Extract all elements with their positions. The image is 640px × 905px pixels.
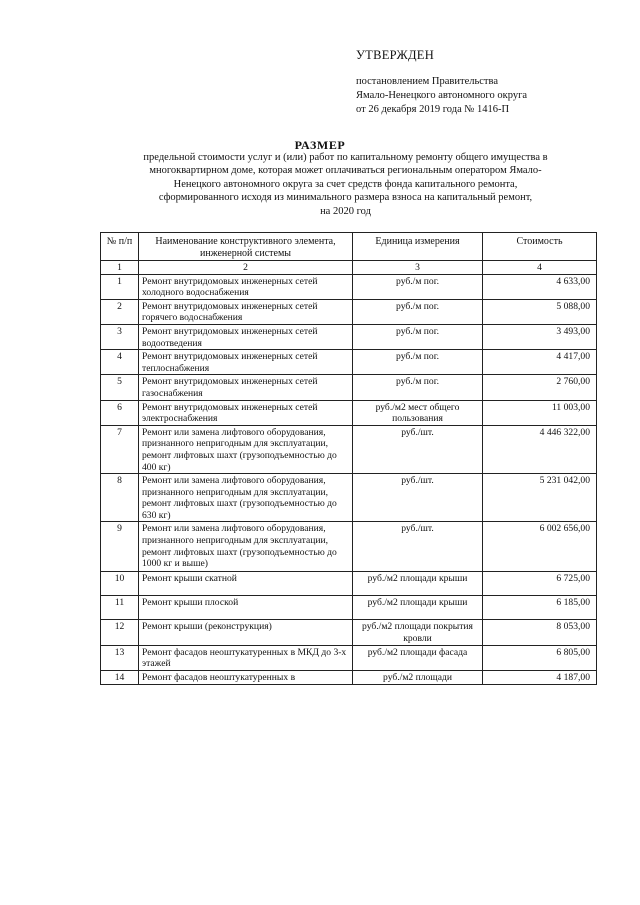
row-name: Ремонт или замена лифтового оборудования, признанного непригодным для эксплуатации, ремонт лифтовых шахт (грузоподъемностью до 630 кг)	[139, 474, 353, 522]
row-number: 11	[101, 596, 139, 620]
row-name: Ремонт внутридомовых инженерных сетей газоснабжения	[139, 375, 353, 400]
row-name: Ремонт фасадов неоштукатуренных в	[139, 670, 353, 684]
row-name: Ремонт или замена лифтового оборудования, признанного непригодным для эксплуатации, ремонт лифтовых шахт (грузоподъемностью до 1000 кг и выше)	[139, 522, 353, 572]
row-cost: 5 231 042,00	[483, 474, 597, 522]
row-name: Ремонт крыши (реконструкция)	[139, 620, 353, 645]
table-row	[101, 324, 597, 349]
row-unit: руб./шт.	[353, 474, 483, 522]
table-row	[101, 274, 597, 299]
row-number: 4	[101, 350, 139, 375]
row-unit: руб./м2 площади крыши	[353, 596, 483, 620]
table-row	[101, 620, 597, 645]
row-number: 6	[101, 400, 139, 425]
header-unit: Единица измерения	[353, 233, 483, 261]
table-row	[101, 425, 597, 473]
document-title: РАЗМЕР	[294, 138, 346, 152]
table-row	[101, 670, 597, 684]
row-cost: 6 185,00	[483, 596, 597, 620]
row-number: 13	[101, 645, 139, 670]
row-cost: 6 725,00	[483, 572, 597, 596]
decree-reference	[356, 75, 527, 117]
row-cost: 4 446 322,00	[483, 425, 597, 473]
row-number: 1	[101, 274, 139, 299]
table-row	[101, 645, 597, 670]
decree-line: постановлением Правительства	[356, 76, 499, 87]
table-row	[101, 299, 597, 324]
row-number: 7	[101, 425, 139, 473]
cost-table	[100, 232, 597, 685]
row-cost: 3 493,00	[483, 324, 597, 349]
row-number: 2	[101, 299, 139, 324]
row-unit: руб./м пог.	[353, 274, 483, 299]
row-unit: руб./м пог.	[353, 324, 483, 349]
row-number: 9	[101, 522, 139, 572]
row-number: 3	[101, 324, 139, 349]
decree-line: Ямало-Ненецкого автономного округа	[356, 90, 528, 101]
column-number: 4	[483, 261, 597, 275]
row-cost: 4 633,00	[483, 274, 597, 299]
subtitle-line: Ненецкого автономного округа за счет средств фонда капитального ремонта,	[173, 178, 518, 190]
header-number: № п/п	[101, 233, 139, 261]
table-row	[101, 375, 597, 400]
row-cost: 6 805,00	[483, 645, 597, 670]
row-cost: 2 760,00	[483, 375, 597, 400]
table-row	[101, 350, 597, 375]
row-unit: руб./м пог.	[353, 299, 483, 324]
subtitle-line: сформированного исходя из минимального размера взноса на капитальный ремонт,	[158, 192, 533, 204]
row-name: Ремонт фасадов неоштукатуренных в МКД до 3-х этажей	[139, 645, 353, 670]
document-subtitle	[108, 151, 583, 218]
table-row	[101, 474, 597, 522]
header-cost: Стоимость	[483, 233, 597, 261]
row-cost: 4 417,00	[483, 350, 597, 375]
header-name: Наименование конструктивного элемента, инженерной системы	[139, 233, 353, 261]
row-unit: руб./м2 площади	[353, 670, 483, 684]
row-number: 5	[101, 375, 139, 400]
row-name: Ремонт внутридомовых инженерных сетей водоотведения	[139, 324, 353, 349]
row-cost: 8 053,00	[483, 620, 597, 645]
row-cost: 6 002 656,00	[483, 522, 597, 572]
row-cost: 5 088,00	[483, 299, 597, 324]
row-number: 12	[101, 620, 139, 645]
decree-line: от 26 декабря 2019 года № 1416-П	[356, 104, 510, 115]
table-row	[101, 522, 597, 572]
row-unit: руб./м2 площади крыши	[353, 572, 483, 596]
row-name: Ремонт внутридомовых инженерных сетей горячего водоснабжения	[139, 299, 353, 324]
row-name: Ремонт крыши плоской	[139, 596, 353, 620]
row-unit: руб./шт.	[353, 522, 483, 572]
row-unit: руб./м пог.	[353, 350, 483, 375]
table-row	[101, 572, 597, 596]
row-unit: руб./шт.	[353, 425, 483, 473]
row-cost: 4 187,00	[483, 670, 597, 684]
column-numbers-row	[101, 261, 597, 275]
row-cost: 11 003,00	[483, 400, 597, 425]
row-number: 14	[101, 670, 139, 684]
column-number: 3	[353, 261, 483, 275]
row-number: 10	[101, 572, 139, 596]
subtitle-line: на 2020 год	[320, 205, 371, 217]
row-name: Ремонт внутридомовых инженерных сетей электроснабжения	[139, 400, 353, 425]
subtitle-line: предельной стоимости услуг и (или) работ по капитальному ремонту общего имущества в	[143, 152, 548, 163]
column-number: 2	[139, 261, 353, 275]
row-unit: руб./м2 мест общего пользования	[353, 400, 483, 425]
row-unit: руб./м2 площади покрытия кровли	[353, 620, 483, 645]
row-name: Ремонт внутридомовых инженерных сетей теплоснабжения	[139, 350, 353, 375]
row-unit: руб./м пог.	[353, 375, 483, 400]
row-name: Ремонт крыши скатной	[139, 572, 353, 596]
row-unit: руб./м2 площади фасада	[353, 645, 483, 670]
table-row	[101, 400, 597, 425]
row-name: Ремонт внутридомовых инженерных сетей холодного водоснабжения	[139, 274, 353, 299]
column-number: 1	[101, 261, 139, 275]
approved-stamp: УТВЕРЖДЕН	[356, 48, 435, 62]
row-number: 8	[101, 474, 139, 522]
row-name: Ремонт или замена лифтового оборудования, признанного непригодным для эксплуатации, ремонт лифтовых шахт (грузоподъемностью до 400 кг)	[139, 425, 353, 473]
subtitle-line: многоквартирном доме, которая может оплачиваться региональным оператором Ямало-	[149, 165, 542, 177]
table-row	[101, 596, 597, 620]
